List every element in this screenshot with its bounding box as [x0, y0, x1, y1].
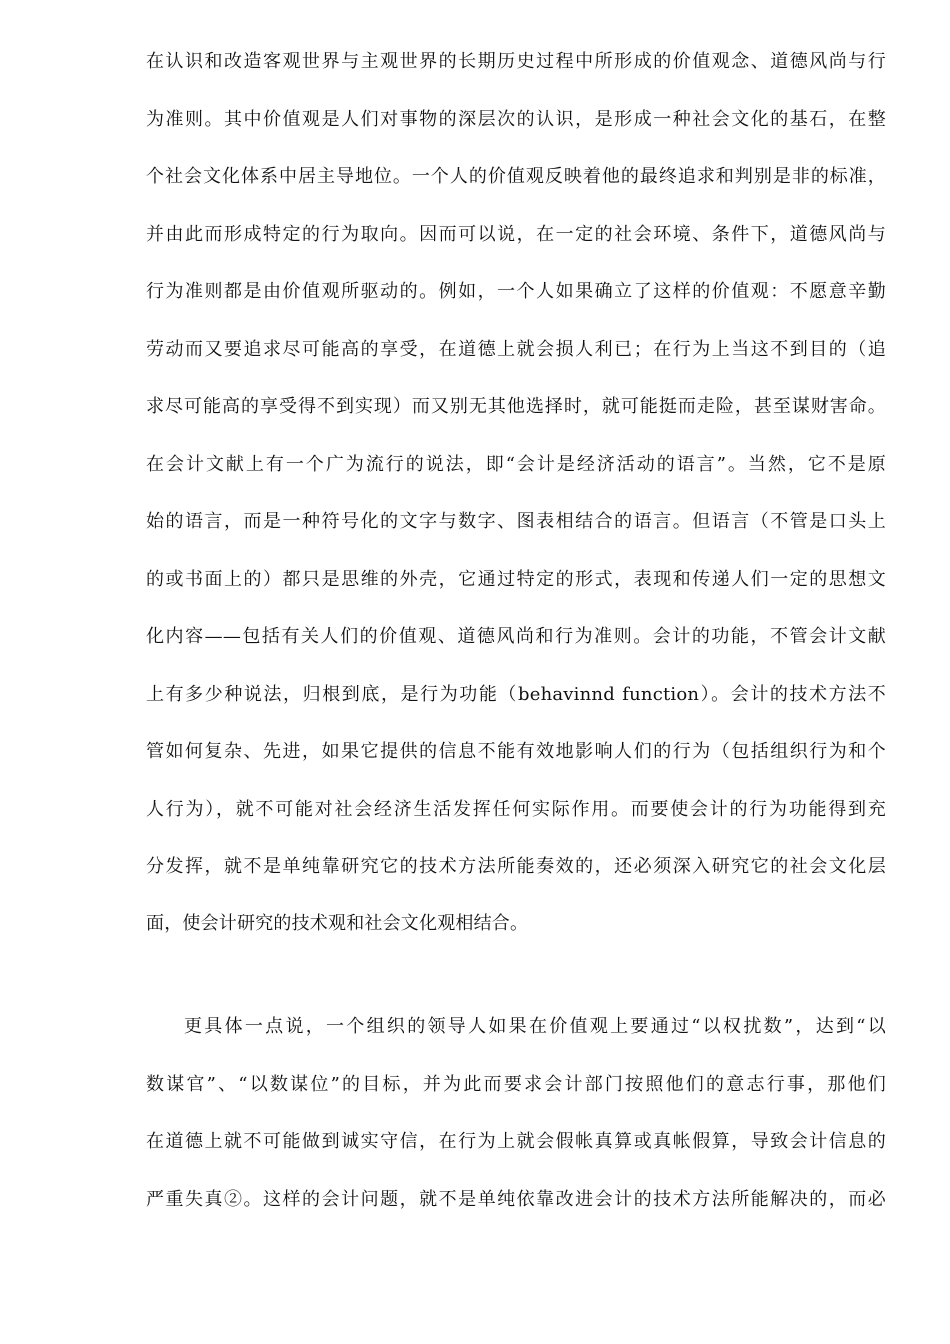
text-line: 更具体一点说，一个组织的领导人如果在价值观上要通过“以权扰数”，达到“以 — [184, 1016, 886, 1037]
text-line: 在会计文献上有一个广为流行的说法，即“会计是经济活动的语言”。当然，它不是原 — [146, 454, 886, 475]
text-line: 人行为），就不可能对社会经济生活发挥任何实际作用。而要使会计的行为功能得到充 — [146, 799, 886, 820]
text-line: 管如何复杂、先进，如果它提供的信息不能有效地影响人们的行为（包括组织行为和个 — [146, 741, 886, 762]
text-line: 严重失真②。这样的会计问题，就不是单纯依靠改进会计的技术方法所能解决的，而必 — [146, 1189, 886, 1210]
text-line: 在认识和改造客观世界与主观世界的长期历史过程中所形成的价值观念、道德风尚与行 — [146, 51, 886, 72]
text-line: 上有多少种说法，归根到底，是行为功能（behavinnd function）。会计的技术方法不 — [146, 684, 886, 705]
text-line: 始的语言，而是一种符号化的文字与数字、图表相结合的语言。但语言（不管是口头上 — [146, 511, 886, 532]
text-line: 个社会文化体系中居主导地位。一个人的价值观反映着他的最终追求和判别是非的标准， — [146, 166, 886, 187]
text-line: 并由此而形成特定的行为取向。因而可以说，在一定的社会环境、条件下，道德风尚与 — [146, 224, 886, 245]
text-line: 的或书面上的）都只是思维的外壳，它通过特定的形式，表现和传递人们一定的思想文 — [146, 569, 886, 590]
text-line: 分发挥，就不是单纯靠研究它的技术方法所能奏效的，还必须深入研究它的社会文化层 — [146, 856, 886, 877]
text-line: 面，使会计研究的技术观和社会文化观相结合。 — [146, 913, 529, 934]
text-line: 数谋官”、“以数谋位”的目标，并为此而要求会计部门按照他们的意志行事，那他们 — [146, 1074, 886, 1095]
text-line: 行为准则都是由价值观所驱动的。例如，一个人如果确立了这样的价值观：不愿意辛勤 — [146, 281, 886, 302]
text-line: 求尽可能高的享受得不到实现）而又别无其他选择时，就可能挺而走险，甚至谋财害命。 — [146, 396, 886, 417]
text-line: 在道德上就不可能做到诚实守信，在行为上就会假帐真算或真帐假算，导致会计信息的 — [146, 1131, 886, 1152]
text-line: 劳动而又要追求尽可能高的享受，在道德上就会损人利已；在行为上当这不到目的（追 — [146, 339, 886, 360]
text-line: 为准则。其中价值观是人们对事物的深层次的认识，是形成一种社会文化的基石，在整 — [146, 109, 886, 130]
text-line: 化内容——包括有关人们的价值观、道德风尚和行为准则。会计的功能，不管会计文献 — [146, 626, 886, 647]
